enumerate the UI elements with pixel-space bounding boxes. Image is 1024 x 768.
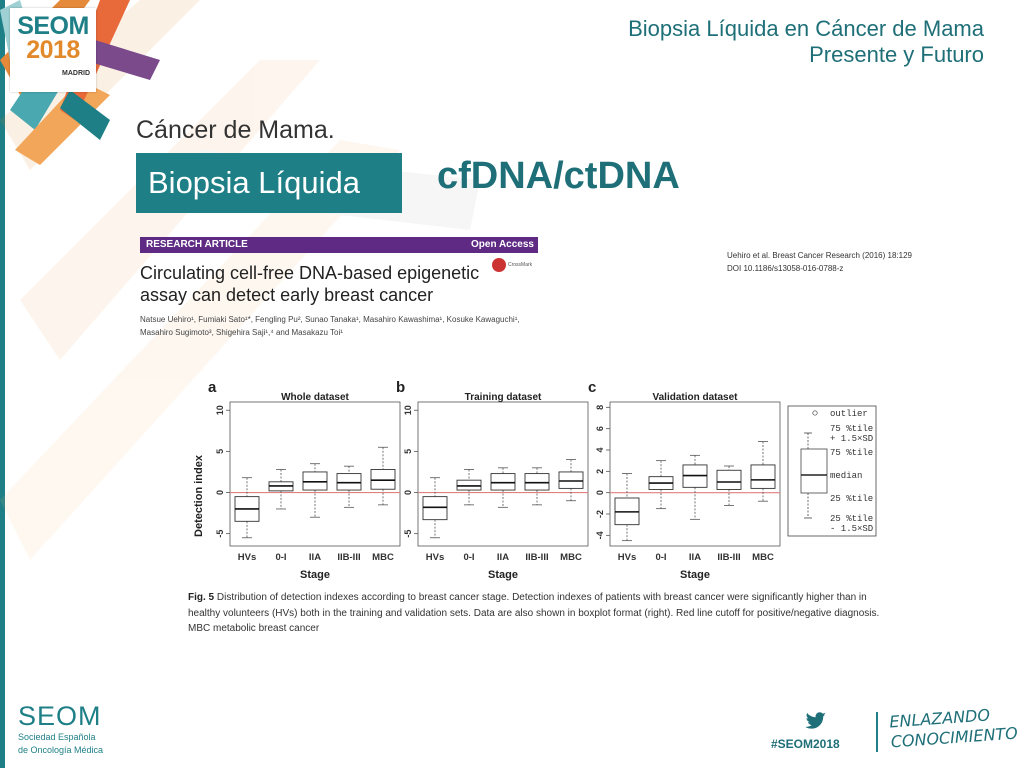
slide-subtitle: Cáncer de Mama. — [136, 116, 335, 144]
twitter-icon — [805, 712, 827, 730]
y-tick-label: 2 — [595, 468, 605, 474]
y-tick-label: 8 — [595, 404, 605, 410]
authors-line1: Natsue Uehiro¹, Fumiaki Sato¹*, Fengling Pu², Sunao Tanaka¹, Masahiro Kawashima¹, Kosuke Kawaguchi¹, — [140, 315, 520, 324]
caption-label: Fig. 5 — [188, 592, 215, 603]
logo-seom-text: SEOM — [17, 12, 89, 40]
x-tick-label: MBC — [372, 552, 394, 563]
open-access-label: Open Access — [471, 239, 534, 250]
y-tick-label: -2 — [595, 509, 605, 519]
boxplot-panel-a — [208, 379, 400, 581]
footer-org-line2: de Oncología Médica — [18, 745, 104, 755]
slogan-line2: CONOCIMIENTO — [890, 723, 1019, 752]
x-tick-label: 0-I — [463, 552, 475, 563]
legend-upper-whisker-1: 75 %tile — [830, 424, 874, 434]
y-tick-label: 0 — [215, 490, 225, 496]
figure-caption — [188, 590, 888, 637]
y-tick-label: 10 — [403, 405, 413, 416]
box — [751, 465, 775, 488]
y-tick-label: 0 — [595, 490, 605, 496]
presentation-title-line2: Presente y Futuro — [809, 42, 984, 67]
event-slogan — [889, 704, 1019, 753]
article-type-bar — [140, 237, 538, 253]
paper-title-line1: Circulating cell-free DNA-based epigenetic — [140, 263, 480, 283]
box — [303, 472, 327, 490]
legend-lower-whisker-2: - 1.5×SD — [830, 524, 874, 534]
y-tick-label: -4 — [595, 531, 605, 540]
y-tick-label: 5 — [215, 448, 225, 454]
y-tick-label: 6 — [595, 426, 605, 432]
event-hashtag: #SEOM2018 — [771, 737, 840, 751]
caption-text: Distribution of detection indexes according to breast cancer stage. Detection indexes of patients with breast cancer were significantly higher than in healthy volunteers (HVs) both in the training and validation sets. Data are also shown in boxplot format (right). Red line cutoff for positive/negative diagnosis. MBC metabolic breast cancer — [188, 592, 880, 634]
panel-title: Training dataset — [464, 392, 542, 403]
boxplot-panel-b — [396, 379, 588, 581]
seom-2018-logo — [10, 8, 96, 92]
y-axis-label: Detection index — [193, 455, 205, 537]
x-tick-label: 0-I — [655, 552, 667, 563]
footer-divider — [876, 712, 878, 752]
article-type-label: RESEARCH ARTICLE — [146, 239, 248, 250]
box — [371, 469, 395, 489]
y-tick-label: 0 — [403, 490, 413, 496]
x-tick-label: HVs — [425, 552, 445, 563]
boxplot-legend — [788, 406, 876, 536]
crossmark-icon — [492, 258, 506, 272]
footer-org-line1: Sociedad Española — [18, 732, 96, 742]
x-tick-label: HVs — [237, 552, 257, 563]
x-tick-label: IIB-III — [525, 552, 549, 563]
box — [457, 480, 481, 490]
seom-footer-logo — [18, 702, 103, 756]
citation-line1: Uehiro et al. Breast Cancer Research (2016) 18:129 — [727, 251, 912, 260]
x-tick-label: MBC — [752, 552, 774, 563]
box — [717, 470, 741, 489]
panel-letter: a — [208, 379, 217, 396]
panel-title: Whole dataset — [281, 392, 349, 403]
x-tick-label: IIA — [496, 552, 510, 563]
legend-outlier: outlier — [830, 409, 868, 419]
box — [423, 497, 447, 520]
boxplot-figure — [190, 378, 890, 588]
presentation-title-line1: Biopsia Líquida en Cáncer de Mama — [628, 16, 984, 41]
topic-badge: Biopsia Líquida — [136, 153, 402, 213]
legend-outlier-symbol — [813, 411, 817, 415]
x-tick-label: IIB-III — [337, 552, 361, 563]
box — [337, 474, 361, 490]
paper-title-line2: assay can detect early breast cancer — [140, 285, 434, 305]
paper-citation — [727, 249, 912, 275]
legend-q1: 25 %tile — [830, 494, 874, 504]
y-tick-label: 4 — [595, 447, 605, 453]
slogan-line1: ENLAZANDO — [888, 705, 991, 732]
x-tick-label: IIA — [308, 552, 322, 563]
x-tick-label: IIA — [688, 552, 702, 563]
x-axis-label: Stage — [488, 569, 518, 581]
paper-title — [140, 262, 500, 306]
y-tick-label: -5 — [403, 529, 413, 538]
crossmark-label: CrossMark — [508, 262, 533, 268]
legend-lower-whisker-1: 25 %tile — [830, 514, 874, 524]
y-tick-label: 5 — [403, 448, 413, 454]
logo-city-text: MADRID — [62, 70, 90, 77]
y-tick-label: 10 — [215, 405, 225, 416]
authors-line2: Masahiro Sugimoto³, Shigehira Saji¹,⁴ and Masakazu Toi¹ — [140, 328, 343, 337]
x-axis-label: Stage — [300, 569, 330, 581]
box — [559, 472, 583, 488]
panel-letter: b — [396, 379, 406, 396]
panel-title: Validation dataset — [652, 392, 738, 403]
panel-letter: c — [588, 379, 597, 396]
logo-year-text: 2018 — [26, 36, 80, 64]
x-tick-label: 0-I — [275, 552, 287, 563]
boxplot-panel-c — [588, 379, 780, 581]
paper-authors — [140, 313, 570, 339]
x-axis-label: Stage — [680, 569, 710, 581]
x-tick-label: MBC — [560, 552, 582, 563]
x-tick-label: HVs — [617, 552, 637, 563]
legend-median: median — [830, 471, 863, 481]
citation-line2: DOI 10.1186/s13058-016-0788-z — [727, 264, 844, 273]
legend-upper-whisker-2: + 1.5×SD — [830, 434, 874, 444]
slide-heading: cfDNA/ctDNA — [437, 155, 680, 197]
box — [491, 474, 515, 490]
y-tick-label: -5 — [215, 529, 225, 538]
x-tick-label: IIB-III — [717, 552, 741, 563]
footer-org-name: SEOM — [18, 701, 102, 731]
box — [525, 474, 549, 490]
presentation-title — [628, 16, 984, 68]
legend-q3: 75 %tile — [830, 448, 874, 458]
